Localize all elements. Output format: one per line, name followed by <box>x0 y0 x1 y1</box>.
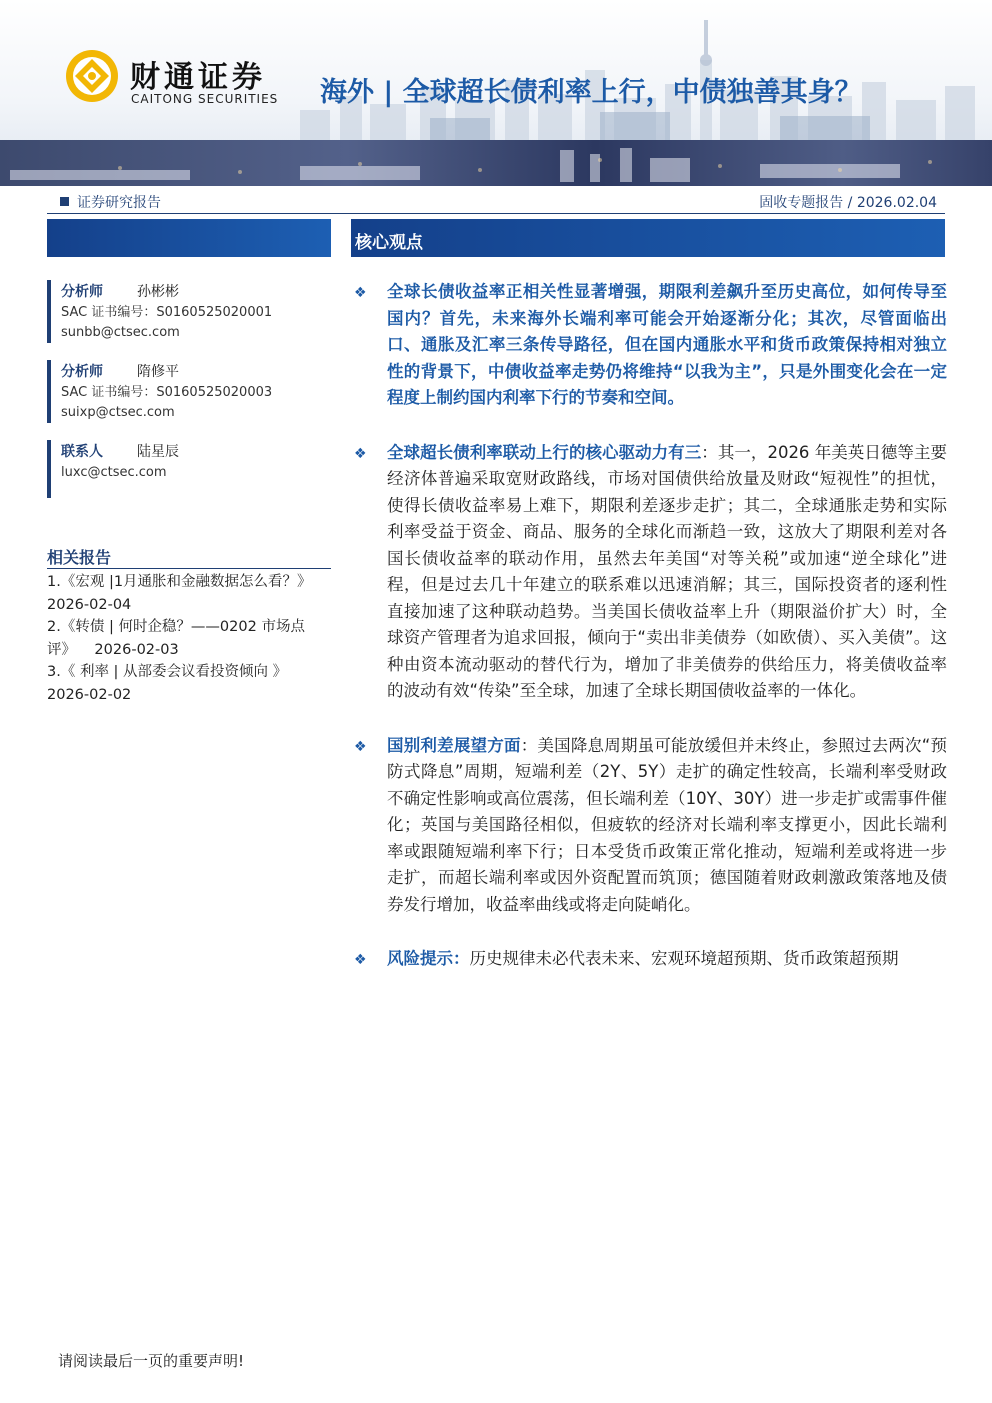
related-report-line: 2026-02-02 <box>47 686 132 703</box>
analyst-email[interactable]: suixp@ctsec.com <box>61 405 175 420</box>
point-lead: 风险提示： <box>387 949 470 968</box>
contact-card <box>47 440 331 498</box>
report-category-label: 证券研究报告 <box>77 195 161 211</box>
point-lead: 全球超长债利率联动上行的核心驱动力有三 <box>387 442 702 462</box>
core-point <box>352 733 947 919</box>
related-report-line: 评》 2026-02-03 <box>47 641 179 658</box>
diamond-bullet-icon: ❖ <box>354 738 367 755</box>
header-banner <box>0 0 992 186</box>
point-body: 全球长债收益率正相关性显著增强，期限利差飙升至历史高位，如何传导至国内？首先，未来海外长端利率可能会开始逐渐分化；其次，尽管面临出口、通胀及汇率三条传导路径，但在国内通胀水平和货币政策保持相对独立性的背景下，中债收益率走势仍将维持“以我为主”，只是外围变化会在一定程度上制约国内利率下行的节奏和空间。 <box>387 282 947 407</box>
core-point <box>352 440 947 705</box>
report-category <box>60 192 161 212</box>
analyst-name: 孙彬彬 <box>137 284 179 300</box>
core-points-list <box>352 279 947 1001</box>
related-report-line[interactable]: 1.《宏观 |1月通胀和金融数据怎么看？》 <box>47 574 312 590</box>
related-report-line[interactable]: 2.《转债 | 何时企稳？——0202 市场点 <box>47 619 305 636</box>
header-divider <box>47 213 945 214</box>
section-title: 核心观点 <box>355 233 423 253</box>
analyst-role: 分析师 <box>61 364 103 380</box>
analyst-name: 隋修平 <box>137 364 179 380</box>
related-reports-title: 相关报告 <box>47 548 112 567</box>
related-divider <box>47 568 331 569</box>
core-point <box>352 279 947 412</box>
logo-text-cn: 财通证券 <box>130 60 266 95</box>
caitong-logo-icon <box>62 46 122 106</box>
diamond-bullet-icon: ❖ <box>354 285 367 301</box>
point-body: 历史规律未必代表未来、宏观环境超预期、货币政策超预期 <box>469 949 899 968</box>
diamond-bullet-icon: ❖ <box>354 952 367 968</box>
city-lights-graphic <box>0 140 992 186</box>
analyst-cert: SAC 证书编号：S0160525020001 <box>61 305 273 320</box>
contact-email[interactable]: luxc@ctsec.com <box>61 465 167 480</box>
analyst-role: 分析师 <box>61 284 103 300</box>
related-report-line[interactable]: 3.《 利率 | 从部委会议看投资倾向 》 <box>47 664 288 681</box>
logo-text-en: CAITONG SECURITIES <box>131 92 279 106</box>
contact-name: 陆星辰 <box>137 444 179 460</box>
related-reports-list <box>47 571 333 707</box>
point-body: ：美国降息周期虽可能放缓但并未终止，参照过去两次“预防式降息”周期，短端利差（2Y、5Y）走扩的确定性较高，长端利率受财政不确定性影响或高位震荡，但长端利差（10Y、30Y）进一步走扩或需事件催化；英国与美国路径相似，但疲软的经济对长端利率支撑更小，因此长端利率或跟随短端利率下行；日本受货币政策正常化推动，短端利差或将进一步走扩，而超长端利率或因外资配置而筑顶；德国随着财政刺激政策落地及债券发行增加，收益率曲线或将走向陡峭化。 <box>387 735 947 914</box>
diamond-bullet-icon: ❖ <box>354 445 367 462</box>
report-title: 海外 | 全球超长债利率上行，中债独善其身？ <box>320 77 862 108</box>
point-body: ：其一，2026 年美英日德等主要经济体普遍采取宽财政路线，市场对国债供给放量及财政“短视性”的担忧，使得长债收益率易上难下，期限利差逐步走扩；其二，全球通胀走势和实际利率受益于资金、商品、服务的全球化而渐趋一致，这放大了期限利差对各国长债收益率的联动作用，虽然去年美国“对等关税”或加速“逆全球化”进程，但是过去几十年建立的联系难以迅速消解；其三，国际投资者的逐利性直接加速了这种联动趋势。当美国长债收益率上升（期限溢价扩大）时，全球资产管理者为追求回报，倾向于“卖出非美债券（如欧债）、买入美债”。这种由资本流动驱动的替代行为，增加了非美债券的供给压力，将美债收益率的波动有效“传染”至全球，加速了全球长期国债收益率的一体化。 <box>387 442 948 700</box>
footer-disclaimer: 请阅读最后一页的重要声明! <box>58 1352 245 1370</box>
point-lead: 国别利差展望方面 <box>387 735 521 755</box>
analyst-card <box>47 360 331 423</box>
core-view-bar <box>351 219 945 257</box>
contact-role: 联系人 <box>61 444 103 460</box>
sidebar-title-bar <box>47 219 331 257</box>
analyst-cert: SAC 证书编号：S0160525020003 <box>61 385 273 400</box>
square-bullet-icon <box>60 197 69 206</box>
city-photo-strip <box>0 140 992 186</box>
related-report-line: 2026-02-04 <box>47 596 132 613</box>
analyst-card <box>47 280 331 343</box>
risk-point <box>352 946 947 973</box>
analyst-email[interactable]: sunbb@ctsec.com <box>61 325 180 340</box>
report-type-date: 固收专题报告 / 2026.02.04 <box>759 195 937 211</box>
